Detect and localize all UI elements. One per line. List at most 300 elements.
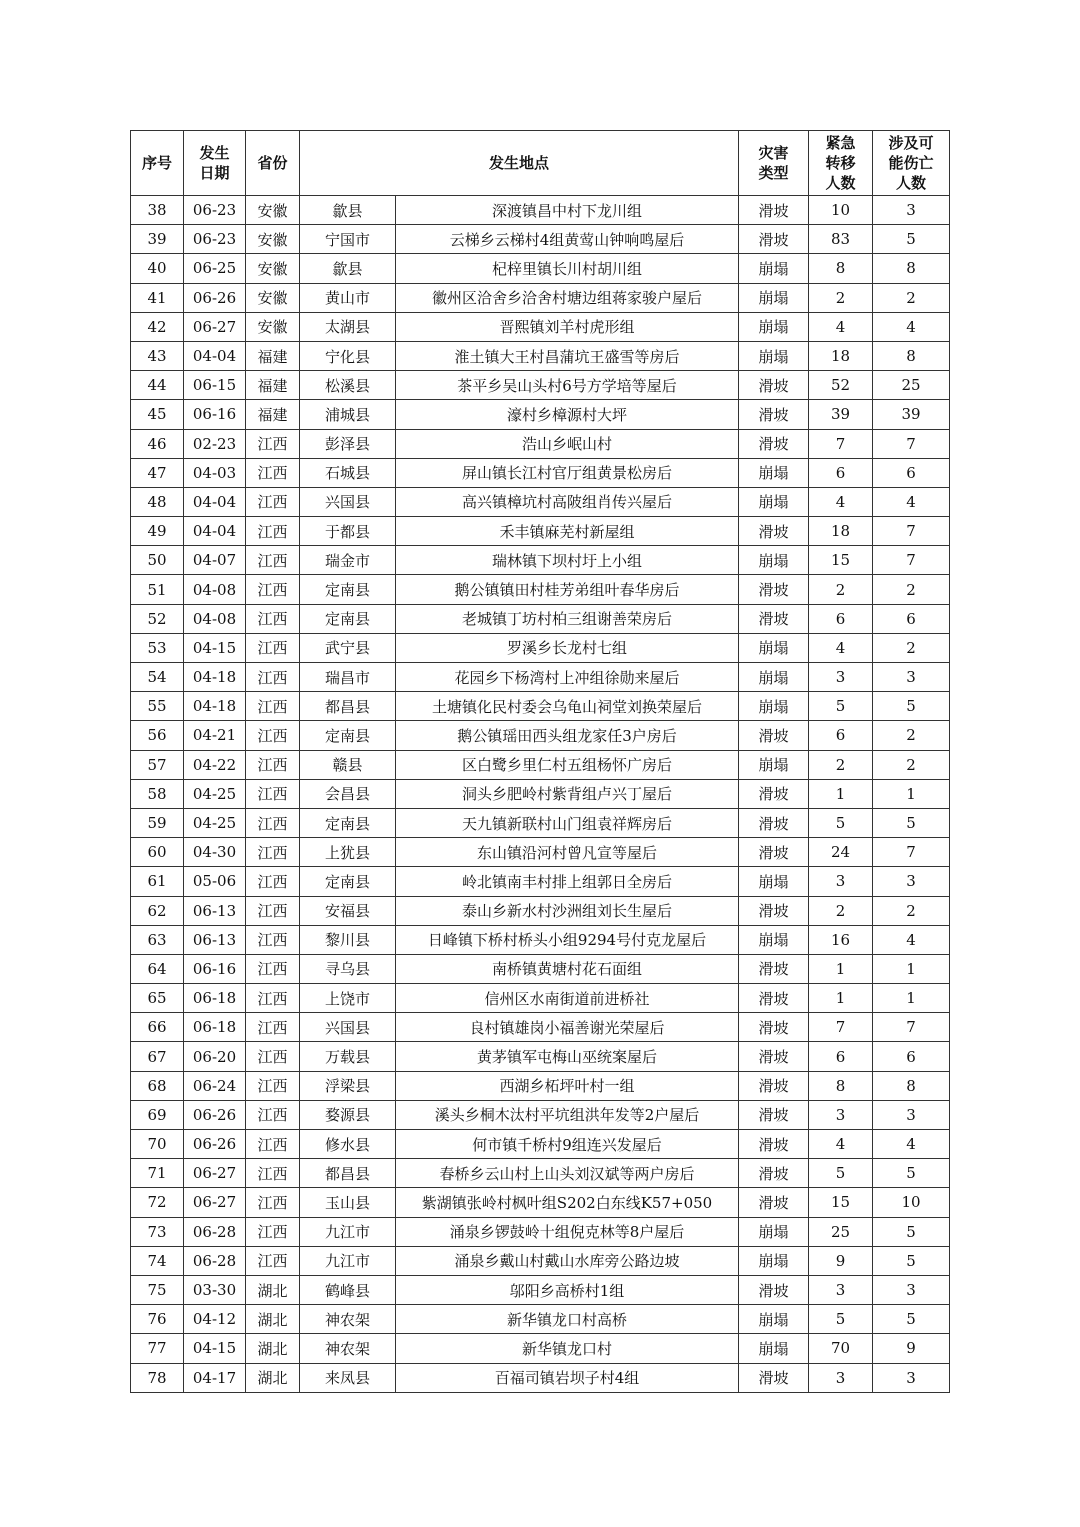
cell-date: 04-22 <box>184 750 246 779</box>
cell-seq: 68 <box>131 1071 184 1100</box>
cell-province: 江西 <box>246 1246 300 1275</box>
cell-county: 定南县 <box>300 721 396 750</box>
header-province: 省份 <box>246 131 300 196</box>
header-at-risk: 涉及可 能伤亡 人数 <box>873 131 950 196</box>
cell-province: 湖北 <box>246 1275 300 1304</box>
cell-date: 04-18 <box>184 692 246 721</box>
cell-type: 滑坡 <box>739 721 809 750</box>
cell-location: 天九镇新联村山门组袁祥辉房后 <box>396 808 739 837</box>
cell-date: 02-23 <box>184 429 246 458</box>
cell-location: 新华镇龙口村高桥 <box>396 1305 739 1334</box>
table-row <box>131 750 950 779</box>
cell-location: 茶平乡吴山头村6号方学培等屋后 <box>396 371 739 400</box>
cell-seq: 50 <box>131 546 184 575</box>
cell-province: 江西 <box>246 954 300 983</box>
cell-county: 寻乌县 <box>300 954 396 983</box>
cell-location: 春桥乡云山村上山头刘汉斌等两户房后 <box>396 1159 739 1188</box>
table-row <box>131 721 950 750</box>
cell-county: 浦城县 <box>300 400 396 429</box>
cell-county: 万载县 <box>300 1042 396 1071</box>
cell-county: 太湖县 <box>300 312 396 341</box>
cell-location: 土塘镇化民村委会乌龟山祠堂刘换荣屋后 <box>396 692 739 721</box>
cell-evacuated: 4 <box>809 1130 873 1159</box>
cell-evacuated: 2 <box>809 896 873 925</box>
cell-at-risk: 1 <box>873 779 950 808</box>
cell-date: 06-13 <box>184 925 246 954</box>
cell-seq: 72 <box>131 1188 184 1217</box>
cell-province: 江西 <box>246 721 300 750</box>
cell-seq: 69 <box>131 1100 184 1129</box>
cell-seq: 55 <box>131 692 184 721</box>
cell-type: 崩塌 <box>739 458 809 487</box>
cell-county: 武宁县 <box>300 633 396 662</box>
cell-type: 滑坡 <box>739 371 809 400</box>
cell-at-risk: 5 <box>873 1217 950 1246</box>
cell-date: 04-21 <box>184 721 246 750</box>
cell-date: 06-26 <box>184 283 246 312</box>
table-row <box>131 575 950 604</box>
table-row <box>131 867 950 896</box>
cell-at-risk: 5 <box>873 1305 950 1334</box>
cell-location: 新华镇龙口村 <box>396 1334 739 1363</box>
cell-at-risk: 6 <box>873 458 950 487</box>
cell-county: 彭泽县 <box>300 429 396 458</box>
cell-location: 泰山乡新水村沙洲组刘长生屋后 <box>396 896 739 925</box>
cell-type: 崩塌 <box>739 633 809 662</box>
cell-date: 04-08 <box>184 604 246 633</box>
cell-at-risk: 5 <box>873 225 950 254</box>
table-row <box>131 984 950 1013</box>
cell-type: 崩塌 <box>739 925 809 954</box>
cell-county: 定南县 <box>300 867 396 896</box>
table-row <box>131 400 950 429</box>
cell-location: 罗溪乡长龙村七组 <box>396 633 739 662</box>
cell-seq: 77 <box>131 1334 184 1363</box>
cell-location: 东山镇沿河村曾凡宣等屋后 <box>396 838 739 867</box>
cell-at-risk: 7 <box>873 838 950 867</box>
cell-seq: 43 <box>131 341 184 370</box>
cell-evacuated: 2 <box>809 283 873 312</box>
cell-evacuated: 4 <box>809 312 873 341</box>
cell-province: 江西 <box>246 692 300 721</box>
cell-date: 06-16 <box>184 400 246 429</box>
cell-seq: 71 <box>131 1159 184 1188</box>
cell-type: 滑坡 <box>739 575 809 604</box>
table-row <box>131 663 950 692</box>
cell-location: 西湖乡柘坪叶村一组 <box>396 1071 739 1100</box>
cell-type: 崩塌 <box>739 1217 809 1246</box>
cell-county: 宁国市 <box>300 225 396 254</box>
cell-type: 崩塌 <box>739 312 809 341</box>
cell-evacuated: 7 <box>809 1013 873 1042</box>
cell-seq: 45 <box>131 400 184 429</box>
cell-type: 崩塌 <box>739 750 809 779</box>
cell-evacuated: 3 <box>809 1363 873 1392</box>
cell-at-risk: 4 <box>873 925 950 954</box>
table-row <box>131 779 950 808</box>
cell-evacuated: 6 <box>809 721 873 750</box>
cell-seq: 39 <box>131 225 184 254</box>
cell-evacuated: 8 <box>809 1071 873 1100</box>
cell-location: 紫湖镇张岭村枫叶组S202白东线K57+050 <box>396 1188 739 1217</box>
table-row <box>131 254 950 283</box>
cell-date: 04-04 <box>184 517 246 546</box>
table-row <box>131 1334 950 1363</box>
cell-at-risk: 4 <box>873 487 950 516</box>
cell-at-risk: 3 <box>873 196 950 225</box>
cell-at-risk: 6 <box>873 1042 950 1071</box>
cell-type: 滑坡 <box>739 896 809 925</box>
cell-date: 06-26 <box>184 1130 246 1159</box>
disaster-table <box>130 130 950 1393</box>
cell-date: 04-18 <box>184 663 246 692</box>
cell-at-risk: 39 <box>873 400 950 429</box>
cell-county: 兴国县 <box>300 487 396 516</box>
cell-seq: 41 <box>131 283 184 312</box>
cell-evacuated: 5 <box>809 1305 873 1334</box>
cell-seq: 44 <box>131 371 184 400</box>
cell-date: 04-04 <box>184 487 246 516</box>
table-row <box>131 1363 950 1392</box>
cell-province: 江西 <box>246 838 300 867</box>
table-row <box>131 1305 950 1334</box>
cell-at-risk: 5 <box>873 692 950 721</box>
table-row <box>131 371 950 400</box>
cell-seq: 61 <box>131 867 184 896</box>
cell-county: 赣县 <box>300 750 396 779</box>
cell-province: 福建 <box>246 341 300 370</box>
cell-county: 定南县 <box>300 604 396 633</box>
cell-evacuated: 39 <box>809 400 873 429</box>
cell-province: 江西 <box>246 487 300 516</box>
cell-at-risk: 2 <box>873 750 950 779</box>
cell-type: 滑坡 <box>739 1130 809 1159</box>
cell-at-risk: 5 <box>873 1159 950 1188</box>
cell-province: 江西 <box>246 808 300 837</box>
cell-province: 江西 <box>246 1071 300 1100</box>
cell-type: 崩塌 <box>739 692 809 721</box>
cell-county: 婺源县 <box>300 1100 396 1129</box>
cell-seq: 66 <box>131 1013 184 1042</box>
cell-province: 江西 <box>246 1188 300 1217</box>
cell-location: 云梯乡云梯村4组黄莺山钟响鸣屋后 <box>396 225 739 254</box>
cell-province: 江西 <box>246 429 300 458</box>
cell-seq: 64 <box>131 954 184 983</box>
cell-type: 崩塌 <box>739 1334 809 1363</box>
cell-seq: 67 <box>131 1042 184 1071</box>
cell-date: 06-28 <box>184 1217 246 1246</box>
cell-county: 黄山市 <box>300 283 396 312</box>
cell-location: 良村镇雄岗小福善谢光荣屋后 <box>396 1013 739 1042</box>
cell-seq: 42 <box>131 312 184 341</box>
cell-location: 岭北镇南丰村排上组郭日全房后 <box>396 867 739 896</box>
cell-at-risk: 2 <box>873 721 950 750</box>
cell-date: 06-18 <box>184 1013 246 1042</box>
cell-county: 定南县 <box>300 575 396 604</box>
cell-county: 来凤县 <box>300 1363 396 1392</box>
cell-type: 滑坡 <box>739 1071 809 1100</box>
table-row <box>131 1246 950 1275</box>
cell-at-risk: 3 <box>873 663 950 692</box>
cell-location: 南桥镇黄塘村花石面组 <box>396 954 739 983</box>
cell-type: 崩塌 <box>739 867 809 896</box>
cell-evacuated: 83 <box>809 225 873 254</box>
cell-province: 江西 <box>246 1159 300 1188</box>
cell-at-risk: 3 <box>873 1100 950 1129</box>
table-row <box>131 692 950 721</box>
cell-evacuated: 10 <box>809 196 873 225</box>
cell-province: 江西 <box>246 984 300 1013</box>
cell-location: 何市镇千桥村9组连兴发屋后 <box>396 1130 739 1159</box>
cell-at-risk: 3 <box>873 1275 950 1304</box>
cell-county: 浮梁县 <box>300 1071 396 1100</box>
cell-seq: 75 <box>131 1275 184 1304</box>
cell-location: 百福司镇岩坝子村4组 <box>396 1363 739 1392</box>
cell-evacuated: 7 <box>809 429 873 458</box>
cell-county: 九江市 <box>300 1246 396 1275</box>
cell-type: 滑坡 <box>739 1363 809 1392</box>
cell-date: 04-25 <box>184 808 246 837</box>
cell-date: 06-27 <box>184 1188 246 1217</box>
cell-evacuated: 16 <box>809 925 873 954</box>
header-date: 发生 日期 <box>184 131 246 196</box>
cell-type: 滑坡 <box>739 196 809 225</box>
cell-location: 涌泉乡戴山村戴山水库旁公路边坡 <box>396 1246 739 1275</box>
cell-date: 04-30 <box>184 838 246 867</box>
cell-type: 滑坡 <box>739 1188 809 1217</box>
cell-location: 高兴镇樟坑村高陂组肖传兴屋后 <box>396 487 739 516</box>
cell-type: 崩塌 <box>739 663 809 692</box>
cell-seq: 65 <box>131 984 184 1013</box>
cell-evacuated: 3 <box>809 867 873 896</box>
cell-province: 江西 <box>246 1013 300 1042</box>
cell-evacuated: 6 <box>809 458 873 487</box>
cell-type: 崩塌 <box>739 254 809 283</box>
cell-date: 06-24 <box>184 1071 246 1100</box>
cell-evacuated: 3 <box>809 663 873 692</box>
cell-location: 鹅公镇镇田村桂芳弟组叶春华房后 <box>396 575 739 604</box>
cell-province: 湖北 <box>246 1305 300 1334</box>
cell-county: 兴国县 <box>300 1013 396 1042</box>
cell-evacuated: 1 <box>809 779 873 808</box>
cell-at-risk: 6 <box>873 604 950 633</box>
cell-seq: 47 <box>131 458 184 487</box>
cell-seq: 62 <box>131 896 184 925</box>
cell-location: 邬阳乡高桥村1组 <box>396 1275 739 1304</box>
cell-location: 禾丰镇麻芜村新屋组 <box>396 517 739 546</box>
cell-province: 江西 <box>246 925 300 954</box>
cell-location: 徽州区洽舍乡洽舍村塘边组蒋家骏户屋后 <box>396 283 739 312</box>
cell-location: 区白鹭乡里仁村五组杨怀广房后 <box>396 750 739 779</box>
cell-county: 都昌县 <box>300 1159 396 1188</box>
header-type: 灾害 类型 <box>739 131 809 196</box>
cell-date: 06-25 <box>184 254 246 283</box>
cell-at-risk: 2 <box>873 283 950 312</box>
cell-seq: 58 <box>131 779 184 808</box>
table-row <box>131 283 950 312</box>
cell-seq: 59 <box>131 808 184 837</box>
cell-date: 06-20 <box>184 1042 246 1071</box>
cell-at-risk: 4 <box>873 1130 950 1159</box>
cell-seq: 70 <box>131 1130 184 1159</box>
cell-at-risk: 2 <box>873 633 950 662</box>
cell-type: 滑坡 <box>739 984 809 1013</box>
cell-province: 江西 <box>246 1217 300 1246</box>
cell-type: 崩塌 <box>739 1246 809 1275</box>
cell-seq: 60 <box>131 838 184 867</box>
cell-province: 江西 <box>246 1100 300 1129</box>
table-row <box>131 925 950 954</box>
cell-province: 江西 <box>246 604 300 633</box>
cell-province: 安徽 <box>246 312 300 341</box>
table-row <box>131 517 950 546</box>
cell-evacuated: 4 <box>809 487 873 516</box>
cell-location: 晋熙镇刘羊村虎形组 <box>396 312 739 341</box>
table-header-row <box>131 131 950 196</box>
cell-location: 老城镇丁坊村柏三组谢善荣房后 <box>396 604 739 633</box>
cell-evacuated: 6 <box>809 604 873 633</box>
table-row <box>131 429 950 458</box>
cell-location: 淮土镇大王村昌蒲坑王盛雪等房后 <box>396 341 739 370</box>
table-row <box>131 633 950 662</box>
cell-seq: 53 <box>131 633 184 662</box>
cell-at-risk: 7 <box>873 1013 950 1042</box>
cell-county: 神农架 <box>300 1334 396 1363</box>
cell-type: 滑坡 <box>739 1100 809 1129</box>
cell-province: 江西 <box>246 779 300 808</box>
cell-county: 安福县 <box>300 896 396 925</box>
cell-county: 瑞昌市 <box>300 663 396 692</box>
cell-date: 06-27 <box>184 1159 246 1188</box>
cell-type: 崩塌 <box>739 341 809 370</box>
cell-date: 05-06 <box>184 867 246 896</box>
cell-location: 杞梓里镇长川村胡川组 <box>396 254 739 283</box>
cell-at-risk: 3 <box>873 867 950 896</box>
cell-date: 04-17 <box>184 1363 246 1392</box>
cell-date: 06-23 <box>184 225 246 254</box>
cell-seq: 40 <box>131 254 184 283</box>
table-row <box>131 341 950 370</box>
cell-seq: 46 <box>131 429 184 458</box>
table-row <box>131 1188 950 1217</box>
cell-at-risk: 9 <box>873 1334 950 1363</box>
cell-county: 都昌县 <box>300 692 396 721</box>
cell-seq: 57 <box>131 750 184 779</box>
cell-county: 会昌县 <box>300 779 396 808</box>
table-row <box>131 1275 950 1304</box>
cell-county: 宁化县 <box>300 341 396 370</box>
cell-at-risk: 5 <box>873 808 950 837</box>
cell-province: 江西 <box>246 546 300 575</box>
cell-type: 滑坡 <box>739 1013 809 1042</box>
cell-province: 江西 <box>246 867 300 896</box>
table-row <box>131 487 950 516</box>
cell-seq: 73 <box>131 1217 184 1246</box>
cell-date: 04-04 <box>184 341 246 370</box>
table-row <box>131 604 950 633</box>
cell-province: 江西 <box>246 575 300 604</box>
cell-evacuated: 25 <box>809 1217 873 1246</box>
cell-province: 福建 <box>246 371 300 400</box>
cell-evacuated: 2 <box>809 575 873 604</box>
cell-evacuated: 24 <box>809 838 873 867</box>
cell-county: 歙县 <box>300 196 396 225</box>
cell-date: 06-26 <box>184 1100 246 1129</box>
cell-type: 滑坡 <box>739 604 809 633</box>
cell-type: 滑坡 <box>739 225 809 254</box>
table-row <box>131 546 950 575</box>
cell-date: 04-03 <box>184 458 246 487</box>
cell-type: 滑坡 <box>739 808 809 837</box>
cell-evacuated: 4 <box>809 633 873 662</box>
cell-province: 福建 <box>246 400 300 429</box>
table-row <box>131 1130 950 1159</box>
cell-type: 滑坡 <box>739 1275 809 1304</box>
cell-location: 瑞林镇下坝村圩上小组 <box>396 546 739 575</box>
cell-location: 黄茅镇军屯梅山巫统案屋后 <box>396 1042 739 1071</box>
cell-location: 花园乡下杨湾村上冲组徐勋来屋后 <box>396 663 739 692</box>
cell-evacuated: 8 <box>809 254 873 283</box>
cell-county: 九江市 <box>300 1217 396 1246</box>
cell-location: 濠村乡樟源村大坪 <box>396 400 739 429</box>
cell-at-risk: 8 <box>873 254 950 283</box>
cell-location: 浩山乡岷山村 <box>396 429 739 458</box>
cell-at-risk: 2 <box>873 896 950 925</box>
cell-province: 江西 <box>246 517 300 546</box>
cell-date: 04-12 <box>184 1305 246 1334</box>
table-row <box>131 458 950 487</box>
cell-evacuated: 2 <box>809 750 873 779</box>
cell-location: 屏山镇长江村官厅组黄景松房后 <box>396 458 739 487</box>
cell-county: 松溪县 <box>300 371 396 400</box>
cell-date: 06-28 <box>184 1246 246 1275</box>
cell-seq: 76 <box>131 1305 184 1334</box>
cell-type: 滑坡 <box>739 429 809 458</box>
cell-evacuated: 15 <box>809 546 873 575</box>
cell-seq: 63 <box>131 925 184 954</box>
table-row <box>131 225 950 254</box>
cell-county: 鹤峰县 <box>300 1275 396 1304</box>
table-row <box>131 196 950 225</box>
cell-at-risk: 10 <box>873 1188 950 1217</box>
cell-province: 江西 <box>246 896 300 925</box>
table-row <box>131 954 950 983</box>
cell-at-risk: 1 <box>873 954 950 983</box>
cell-province: 安徽 <box>246 254 300 283</box>
cell-at-risk: 7 <box>873 546 950 575</box>
cell-evacuated: 18 <box>809 341 873 370</box>
table-row <box>131 838 950 867</box>
table-row <box>131 1071 950 1100</box>
cell-date: 04-25 <box>184 779 246 808</box>
table-row <box>131 1013 950 1042</box>
cell-county: 歙县 <box>300 254 396 283</box>
cell-county: 瑞金市 <box>300 546 396 575</box>
table-row <box>131 1217 950 1246</box>
cell-seq: 74 <box>131 1246 184 1275</box>
cell-seq: 51 <box>131 575 184 604</box>
cell-date: 06-27 <box>184 312 246 341</box>
cell-at-risk: 8 <box>873 1071 950 1100</box>
cell-evacuated: 52 <box>809 371 873 400</box>
cell-at-risk: 8 <box>873 341 950 370</box>
cell-evacuated: 15 <box>809 1188 873 1217</box>
cell-county: 玉山县 <box>300 1188 396 1217</box>
table-row <box>131 1100 950 1129</box>
cell-type: 滑坡 <box>739 954 809 983</box>
cell-evacuated: 9 <box>809 1246 873 1275</box>
cell-location: 信州区水南街道前进桥社 <box>396 984 739 1013</box>
